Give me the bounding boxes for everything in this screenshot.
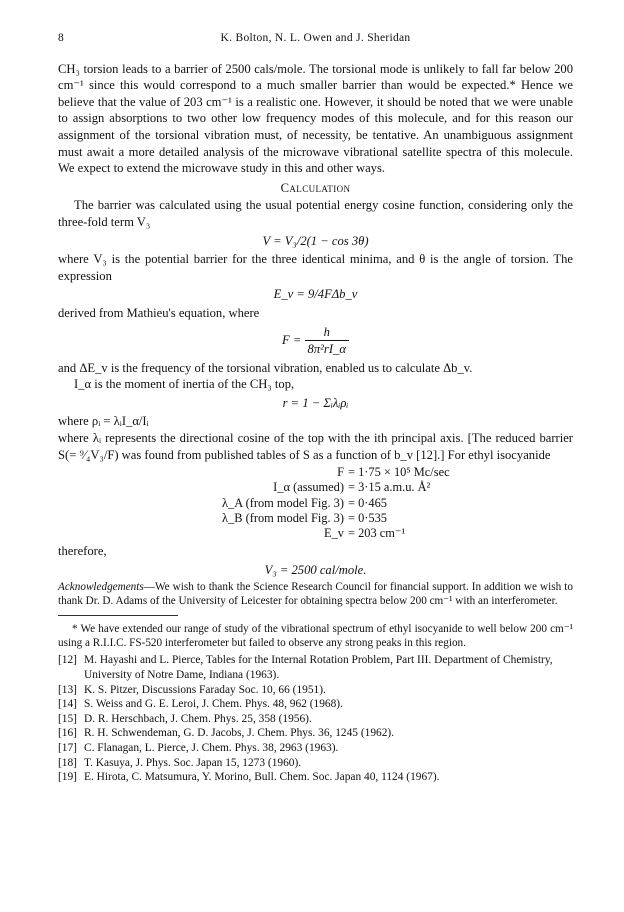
reference-text: D. R. Herschbach, J. Chem. Phys. 25, 358 (1956). — [84, 712, 312, 725]
parameter-row — [58, 496, 573, 511]
parameter-value: = 0·465 — [348, 495, 387, 510]
reference-number: [18] — [58, 756, 77, 769]
equation-energy: E_v = 9/4FΔb_v — [273, 287, 358, 302]
equation-result: V₃ = 2500 cal/mole. — [264, 562, 367, 577]
parameter-label: I_α (assumed) — [273, 480, 344, 495]
reference-item — [58, 683, 573, 698]
equation-f-fraction — [305, 324, 349, 358]
calc-paragraph-2: where V₃ is the potential barrier for the three identical minima, and θ is the angle of torsion. The expression — [58, 252, 573, 283]
therefore-text: therefore, — [58, 544, 107, 559]
reference-number: [12] — [58, 654, 77, 667]
parameter-row — [58, 480, 573, 495]
section-heading: Calculation — [280, 180, 351, 195]
reference-item — [58, 726, 573, 741]
footnote: * We have extended our range of study of the vibrational spectrum of ethyl isocyanide to well below 200 cm⁻¹ using a R.I.I.C. FS-520 interferometer but failed to observe any strong peaks in this region. — [58, 623, 573, 650]
equation-f-numerator: h — [305, 324, 349, 342]
reference-item — [58, 756, 573, 771]
parameter-value: = 203 cm⁻¹ — [348, 526, 406, 541]
reference-number: [16] — [58, 727, 77, 740]
parameter-row — [58, 526, 573, 541]
reference-item — [58, 770, 573, 785]
calc-paragraph-5: I_α is the moment of inertia of the CH₃ top, — [74, 377, 295, 392]
acknowledgements — [58, 580, 573, 608]
parameter-row — [58, 511, 573, 526]
reference-text: E. Hirota, C. Matsumura, Y. Morino, Bull. Chem. Soc. Japan 40, 1124 (1967). — [84, 771, 440, 784]
equation-f-denominator: 8π²rI_α — [307, 342, 346, 357]
reference-item — [58, 653, 573, 682]
reference-number: [19] — [58, 771, 77, 784]
parameter-label: E_v — [324, 526, 344, 541]
reference-text: M. Hayashi and L. Pierce, Tables for the Internal Rotation Problem, Part III. Department of Chemistry, University of Notre Dame, Indiana (1963). — [84, 654, 553, 682]
reference-text: C. Flanagan, L. Pierce, J. Chem. Phys. 38, 2963 (1963). — [84, 742, 339, 755]
reference-list — [58, 653, 573, 784]
equation-f-lhs: F = — [282, 332, 302, 347]
reference-number: [15] — [58, 712, 77, 725]
acknowledgements-heading: Acknowledgements — [58, 581, 144, 594]
parameter-value: = 0·535 — [348, 510, 387, 525]
reference-item — [58, 697, 573, 712]
parameter-value: = 1·75 × 10⁵ Mc/sec — [348, 465, 450, 480]
calc-paragraph-7: where λᵢ represents the directional cosine of the top with the ith principal axis. [The reduced barrier S(= ⁹⁄₄V₃/F) was found from published tables of S as a function of b_v [12].] For ethyl isocyanide — [58, 431, 573, 462]
calc-paragraph-4: and ΔE_v is the frequency of the torsional vibration, enabled us to calculate Δb_v. — [58, 360, 473, 375]
calc-paragraph-3: derived from Mathieu's equation, where — [58, 305, 260, 320]
reference-number: [17] — [58, 742, 77, 755]
reference-text: S. Weiss and G. E. Leroi, J. Chem. Phys. 48, 962 (1968). — [84, 698, 343, 711]
parameter-label: F — [337, 465, 344, 480]
running-header — [58, 30, 573, 47]
page — [58, 30, 573, 785]
parameter-label: λ_A (from model Fig. 3) — [222, 495, 344, 510]
parameter-row — [58, 465, 573, 480]
reference-text: K. S. Pitzer, Discussions Faraday Soc. 10, 66 (1951). — [84, 683, 326, 696]
running-authors: K. Bolton, N. L. Owen and J. Sheridan — [220, 32, 411, 44]
parameter-list — [58, 465, 573, 541]
equation-f — [58, 324, 573, 358]
reference-text: R. H. Schwendeman, G. D. Jacobs, J. Chem. Phys. 36, 1245 (1962). — [84, 727, 395, 740]
parameter-value: = 3·15 a.m.u. Å² — [348, 480, 431, 495]
intro-paragraph: CH₃ torsion leads to a barrier of 2500 cals/mole. The torsional mode is unlikely to fall far below 200 cm⁻¹ since this would correspond to a much smaller barrier than would be expected.* Hence we believe that the value of 203 cm⁻¹ is a realistic one. However, it should be noted that we were unable to assign absorptions to two other low frequency modes of this molecule, and for this reason our assignment of the torsional vibration must, of necessity, be tentative. An unambiguous assignment must await a more detailed analysis of the microwave vibrational satellite spectra of this molecule. We expect to extend the microwave study in this and other ways. — [58, 61, 573, 176]
reference-number: [14] — [58, 698, 77, 711]
reference-item — [58, 712, 573, 727]
acknowledgements-text: —We wish to thank the Science Research Council for financial support. In addition we wish to thank Dr. D. Adams of the University of Leicester for obtaining spectra below 200 cm⁻¹ with an interferometer. — [58, 581, 573, 608]
equation-r: r = 1 − Σᵢλᵢρᵢ — [282, 395, 349, 410]
reference-text: T. Kasuya, J. Phys. Soc. Japan 15, 1273 (1960). — [84, 756, 302, 769]
equation-potential: V = V₃/2(1 − cos 3θ) — [262, 233, 369, 248]
reference-item — [58, 741, 573, 756]
page-number: 8 — [58, 32, 64, 44]
parameter-label: λ_B (from model Fig. 3) — [222, 510, 344, 525]
footnote-divider — [58, 615, 178, 616]
calc-paragraph-1: The barrier was calculated using the usual potential energy cosine function, considering only the three-fold term V₃ — [58, 198, 573, 229]
reference-number: [13] — [58, 683, 77, 696]
calc-paragraph-6: where ρᵢ = λᵢI_α/Iᵢ — [58, 414, 149, 429]
